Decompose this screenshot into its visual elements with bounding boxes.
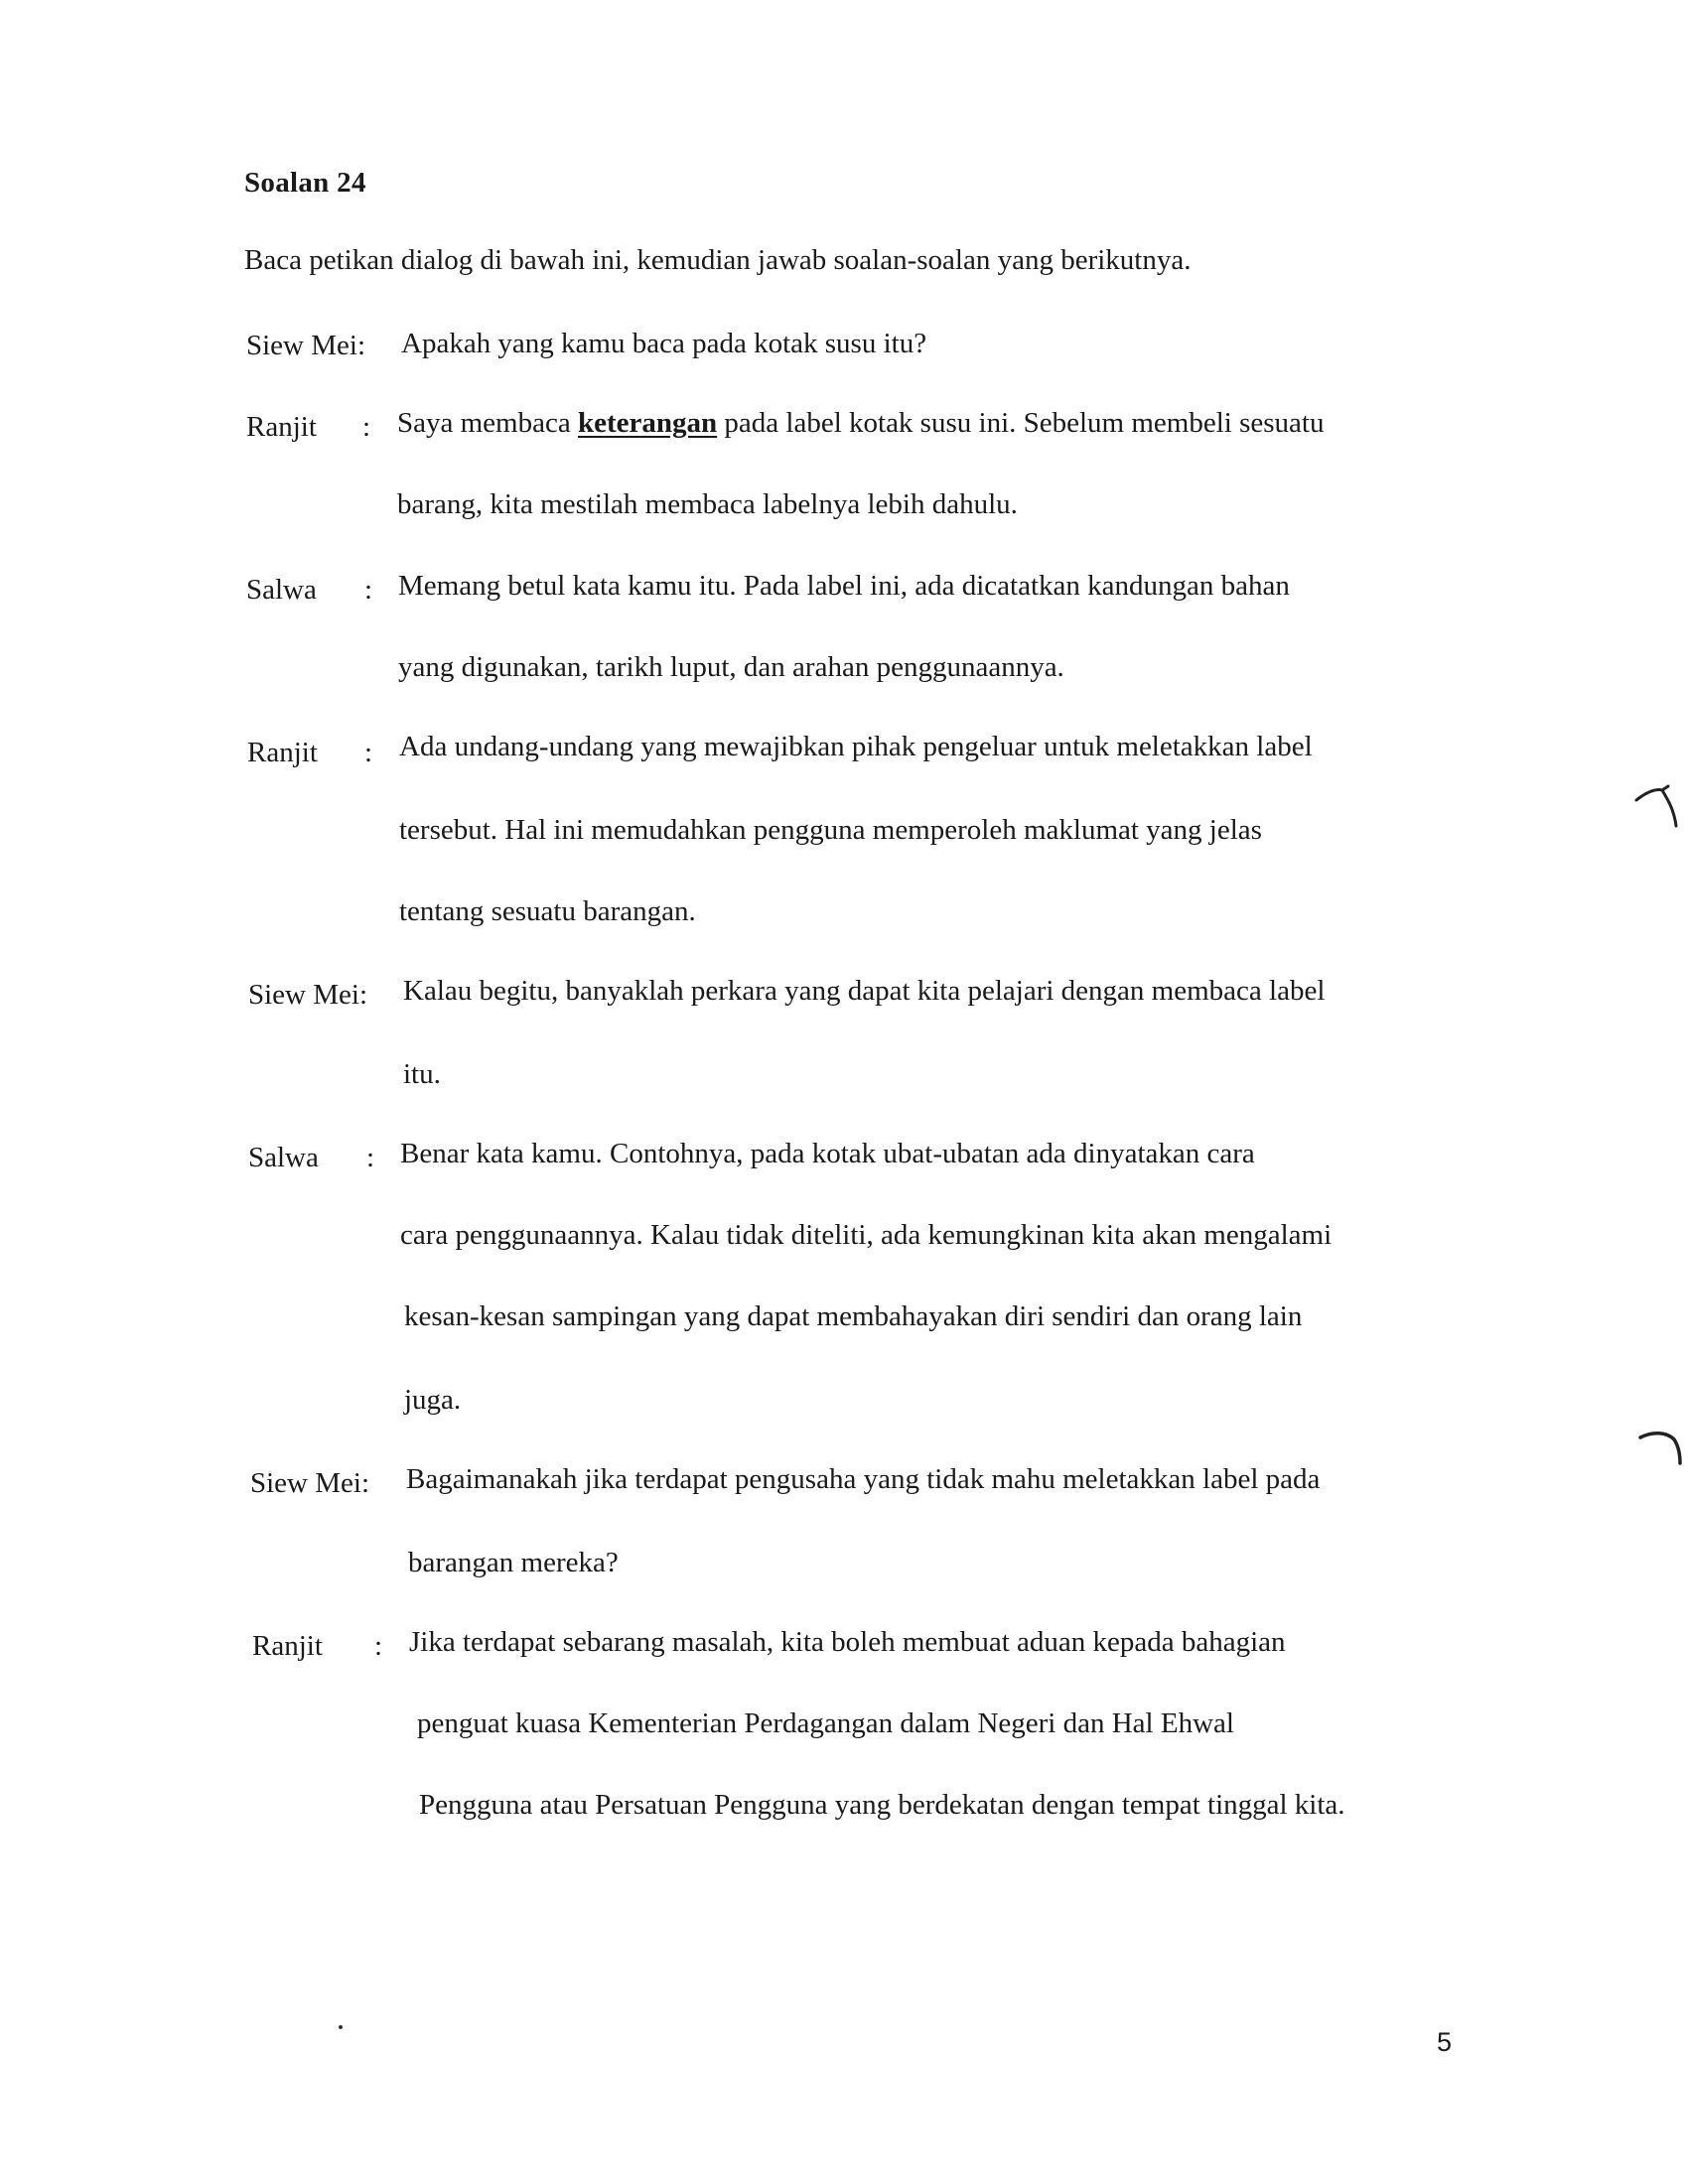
question-title: Soalan 24 — [244, 167, 366, 199]
dialog-line: itu. — [403, 1058, 441, 1090]
page-number: 5 — [1437, 2027, 1453, 2057]
dialog-line: Saya membaca keterangan pada label kotak susu ini. Sebelum membeli sesuatu — [397, 407, 1325, 439]
dialog-line: barangan mereka? — [408, 1547, 619, 1578]
instruction-text: Baca petikan dialog di bawah ini, kemudian jawab soalan-soalan yang berikutnya. — [244, 244, 1192, 276]
dialog-line: Kalau begitu, banyaklah perkara yang dapat kita pelajari dengan membaca label — [403, 975, 1326, 1007]
speaker-colon: : — [362, 411, 371, 443]
speaker-label: Salwa — [246, 574, 317, 606]
dialog-line: barang, kita mestilah membaca labelnya lebih dahulu. — [397, 488, 1018, 520]
speaker-label: Siew Mei: — [248, 979, 368, 1011]
speaker-label: Salwa — [248, 1142, 319, 1173]
speaker-colon: : — [374, 1630, 383, 1662]
dialog-line: cara penggunaannya. Kalau tidak diteliti, ada kemungkinan kita akan mengalami — [400, 1219, 1333, 1251]
dialog-line: Apakah yang kamu baca pada kotak susu itu? — [401, 328, 927, 359]
scan-mark-icon — [1636, 1428, 1686, 1487]
dialog-line: juga. — [404, 1384, 462, 1416]
dialog-line: Ada undang-undang yang mewajibkan pihak pengeluar untuk meletakkan label — [399, 731, 1313, 762]
dialog-line: yang digunakan, tarikh luput, dan arahan penggunaannya. — [398, 651, 1064, 683]
dialog-line: kesan-kesan sampingan yang dapat membahayakan diri sendiri dan orang lain — [404, 1300, 1303, 1332]
dialog-line: tentang sesuatu barangan. — [399, 895, 696, 927]
speaker-label: Siew Mei: — [246, 330, 366, 361]
speaker-label: Ranjit — [247, 737, 318, 768]
dialog-line: Bagaimanakah jika terdapat pengusaha yang tidak mahu meletakkan label pada — [406, 1463, 1321, 1495]
speaker-label: Siew Mei: — [250, 1467, 370, 1499]
speaker-label: Ranjit — [246, 411, 317, 443]
dialog-line: Benar kata kamu. Contohnya, pada kotak ubat-ubatan ada dinyatakan cara — [400, 1138, 1255, 1169]
speaker-label: Ranjit — [252, 1630, 323, 1662]
dialog-line: penguat kuasa Kementerian Perdagangan dalam Negeri dan Hal Ehwal — [417, 1707, 1234, 1739]
speaker-colon: : — [364, 737, 373, 768]
scan-mark-icon — [1628, 774, 1688, 844]
keyword-highlight: keterangan — [577, 407, 718, 439]
dialog-line: Memang betul kata kamu itu. Pada label ini, ada dicatatkan kandungan bahan — [398, 570, 1290, 602]
scan-dot-icon — [339, 2025, 343, 2029]
dialog-line: Jika terdapat sebarang masalah, kita boleh membuat aduan kepada bahagian — [409, 1626, 1286, 1658]
dialog-line: tersebut. Hal ini memudahkan pengguna memperoleh maklumat yang jelas — [399, 814, 1262, 846]
speaker-colon: : — [366, 1142, 375, 1173]
speaker-colon: : — [364, 574, 373, 606]
dialog-line: Pengguna atau Persatuan Pengguna yang berdekatan dengan tempat tinggal kita. — [419, 1789, 1345, 1821]
